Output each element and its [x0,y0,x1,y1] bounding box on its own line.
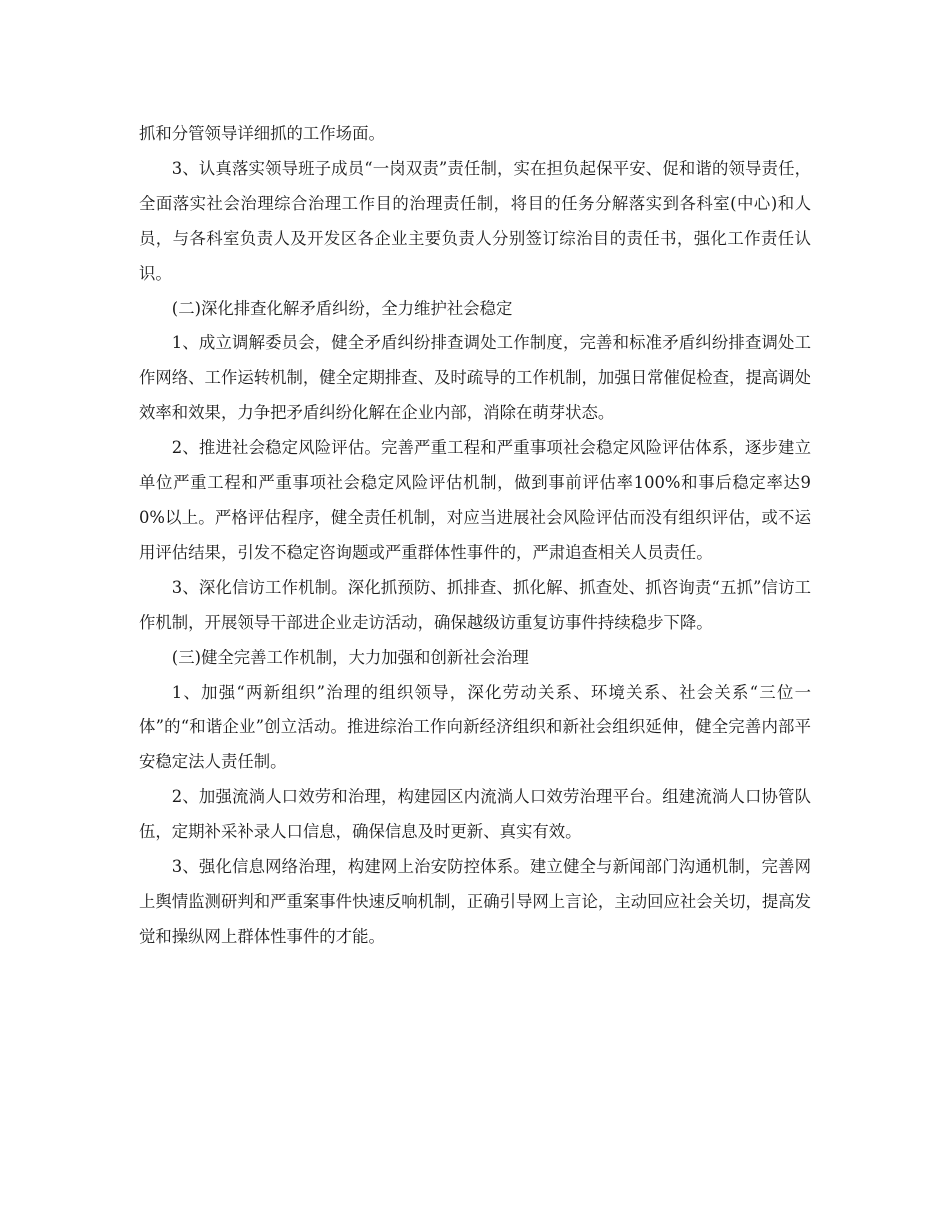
paragraph-item-3-petition: 3、深化信访工作机制。深化抓预防、抓排查、抓化解、抓查处、抓咨询责“五抓”信访工作机制，开展领导干部进企业走访活动，确保越级访重复访事件持续稳步下降。 [139,577,811,632]
paragraph-item-2-floating-population: 2、加强流淌人口效劳和治理，构建园区内流淌人口效劳治理平台。组建流淌人口协管队伍，定期补采补录人口信息，确保信息及时更新、真实有效。 [139,787,811,842]
paragraph-item-3-network: 3、强化信息网络治理，构建网上治安防控体系。建立健全与新闻部门沟通机制，完善网上舆情监测研判和严重案事件快速反响机制，正确引导网上言论，主动回应社会关切，提高发觉和操纵网上群体性事件的才能。 [139,857,812,946]
section-heading-2: (二)深化排查化解矛盾纠纷，全力维护社会稳定 [171,298,513,318]
paragraph-item-3-responsibility: 3、认真落实领导班子成员“一岗双责”责任制，实在担负起保平安、促和谐的领导责任，全面落实社会治理综合治理工作目的治理责任制，将目的任务分解落实到各科室(中心)和人员，与各科室负责人及开发区各企业主要负责人分别签订综治目的责任书，强化工作责任认识。 [139,158,811,283]
paragraph-item-1-organizations: 1、加强“两新组织”治理的组织领导，深化劳动关系、环境关系、社会关系“三位一体”的“和谐企业”创立活动。推进综治工作向新经济组织和新社会组织延伸，健全完善内部平安稳定法人责任制。 [139,682,811,772]
section-heading-3: (三)健全完善工作机制，大力加强和创新社会治理 [171,647,529,667]
document-body [139,117,811,955]
paragraph-item-2-risk-assessment: 2、推进社会稳定风险评估。完善严重工程和严重事项社会稳定风险评估体系，逐步建立单位严重工程和严重事项社会稳定风险评估机制，做到事前评估率100%和事后稳定率达90%以上。严格评估程序，健全责任机制，对应当进展社会风险评估而没有组织评估，或不运用评估结果，引发不稳定咨询题或严重群体性事件的，严肃追查相关人员责任。 [139,438,811,562]
paragraph-continuation: 抓和分管领导详细抓的工作场面。 [139,124,385,143]
paragraph-item-1-mediation: 1、成立调解委员会，健全矛盾纠纷排查调处工作制度，完善和标准矛盾纠纷排查调处工作网络、工作运转机制，健全定期排查、及时疏导的工作机制，加强日常催促检查，提高调处效率和效果，力争把矛盾纠纷化解在企业内部，消除在萌芽状态。 [139,333,812,423]
